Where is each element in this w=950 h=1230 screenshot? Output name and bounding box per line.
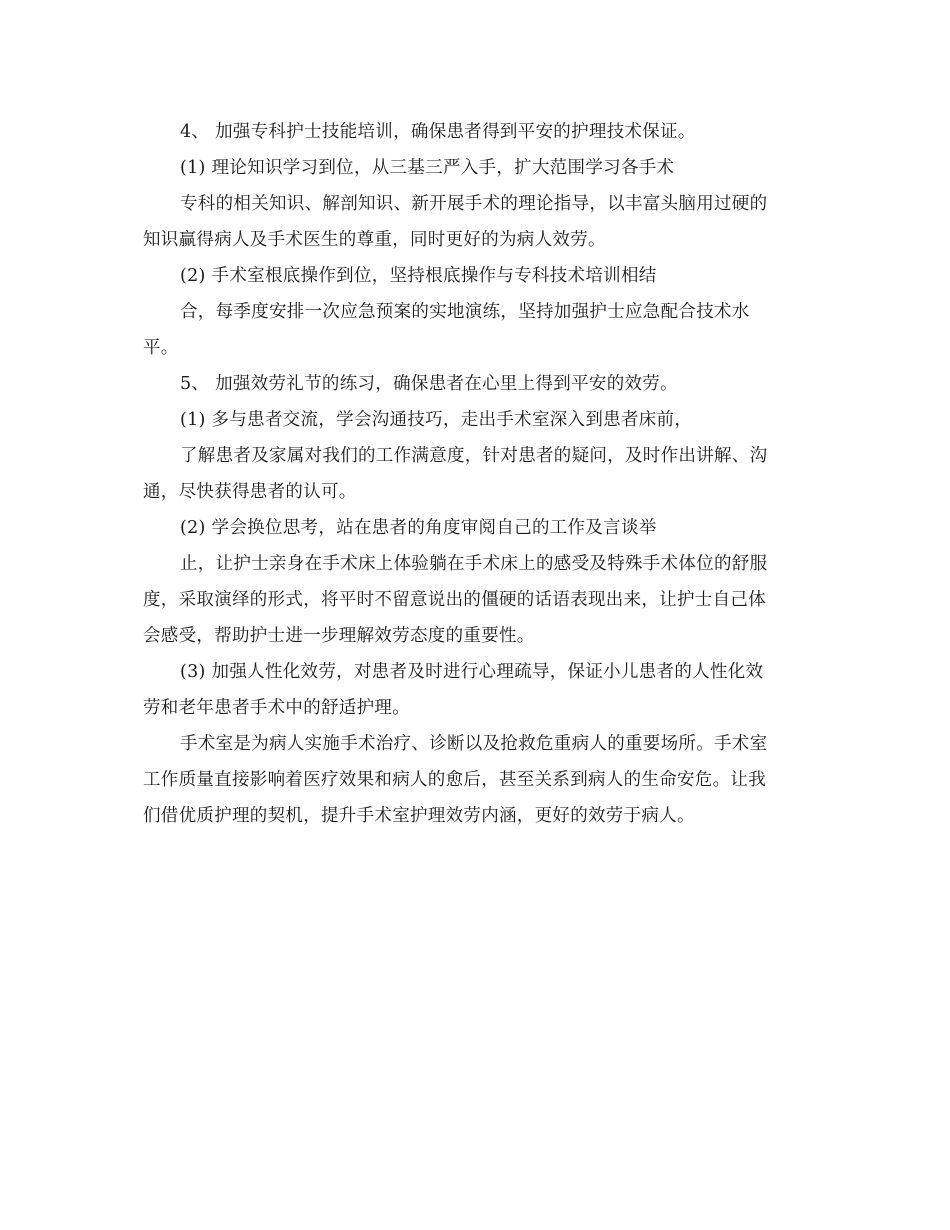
section-heading-4: 4、 加强专科护士技能培训，确保患者得到平安的护理技术保证。 [180,122,696,142]
paragraph-line: 平。 [143,338,179,358]
paragraph-line: (2) 手术室根底操作到位，坚持根底操作与专科技术培训相结 [180,266,657,286]
paragraph-line: 通，尽快获得患者的认可。 [143,482,357,502]
paragraph-line: (1) 理论知识学习到位，从三基三严入手，扩大范围学习各手术 [180,158,675,178]
paragraph-line: (3) 加强人性化效劳，对患者及时进行心理疏导，保证小儿患者的人性化效 [180,662,764,682]
paragraph-line: 劳和老年患者手术中的舒适护理。 [143,698,410,718]
paragraph-line: 会感受，帮助护士进一步理解效劳态度的重要性。 [143,626,535,646]
paragraph-line: 手术室是为病人实施手术治疗、诊断以及抢救危重病人的重要场所。手术室 [180,734,768,754]
paragraph-line: (2) 学会换位思考，站在患者的角度审阅自己的工作及言谈举 [180,518,657,538]
paragraph-line: 止，让护士亲身在手术床上体验躺在手术床上的感受及特殊手术体位的舒服 [180,554,768,574]
section-heading-5: 5、 加强效劳礼节的练习，确保患者在心里上得到平安的效劳。 [180,374,678,394]
paragraph-line: 合，每季度安排一次应急预案的实地演练，坚持加强护士应急配合技术水 [180,302,750,322]
paragraph-line: 专科的相关知识、解剖知识、新开展手术的理论指导，以丰富头脑用过硬的 [180,194,768,214]
paragraph-line: 了解患者及家属对我们的工作满意度，针对患者的疑问，及时作出讲解、沟 [180,446,768,466]
paragraph-line: 工作质量直接影响着医疗效果和病人的愈后，甚至关系到病人的生命安危。让我 [143,770,766,790]
paragraph-line: 知识赢得病人及手术医生的尊重，同时更好的为病人效劳。 [143,230,606,250]
paragraph-line: 们借优质护理的契机，提升手术室护理效劳内涵，更好的效劳于病人。 [143,806,695,826]
paragraph-line: (1) 多与患者交流，学会沟通技巧，走出手术室深入到患者床前， [180,410,693,430]
paragraph-line: 度，采取演绎的形式，将平时不留意说出的僵硬的话语表现出来，让护士自己体 [143,590,766,610]
